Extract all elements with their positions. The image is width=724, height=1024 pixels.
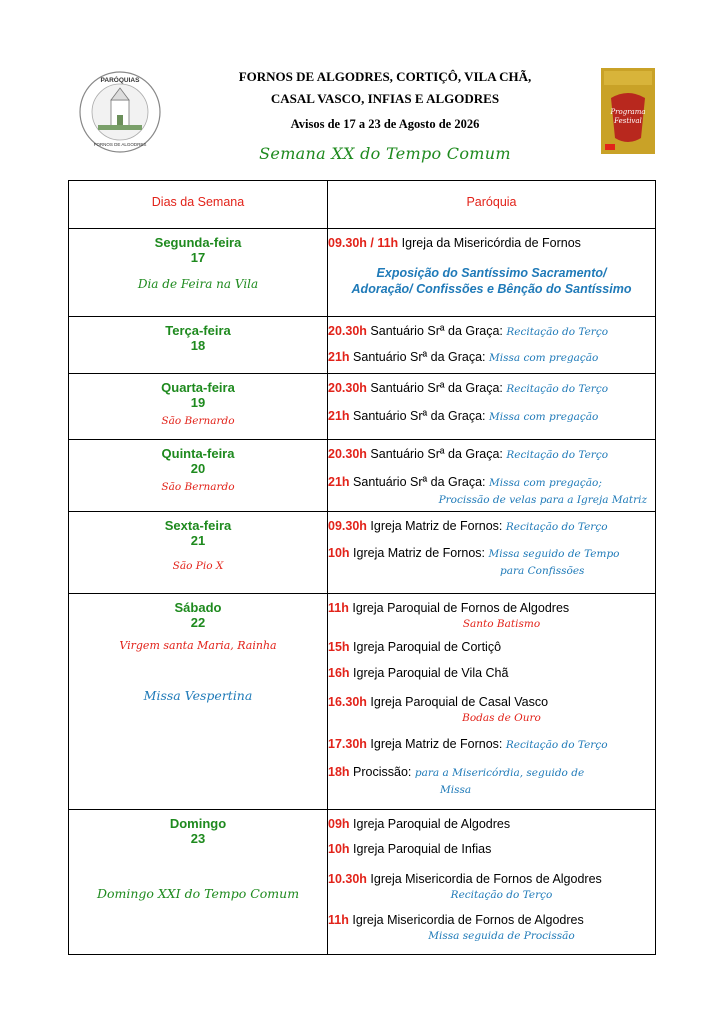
event-place: Santuário Srª da Graça: (353, 409, 486, 423)
day-number: 17 (190, 250, 206, 265)
day-name: Sábado (174, 600, 222, 615)
day-name: Sexta-feira (164, 518, 232, 533)
event-time: 20.30h (328, 447, 367, 461)
event-detail: Recitação do Terço (506, 449, 609, 461)
exposition-line1: Exposição do Santíssimo Sacramento/ (376, 266, 607, 280)
svg-text:FORNOS DE ALGODRES: FORNOS DE ALGODRES (93, 142, 147, 147)
event-time: 18h (328, 765, 350, 779)
event-time: 21h (328, 475, 350, 489)
day-number: 20 (190, 461, 206, 476)
day-cell (69, 594, 328, 810)
day-number: 19 (190, 395, 206, 410)
svg-text:PARÓQUIAS: PARÓQUIAS (100, 77, 140, 84)
day-cell (69, 229, 328, 317)
saint-of-day: São Bernardo (161, 415, 235, 427)
event-place: Procissão: (353, 765, 412, 779)
event-detail: Missa com pregação (489, 352, 599, 364)
day-number: 22 (190, 615, 206, 630)
events-cell (328, 512, 656, 594)
event-place: Igreja Paroquial de Cortiçô (353, 640, 502, 654)
event-detail: Missa seguido de Tempo (488, 548, 620, 560)
event-time: 11h (328, 913, 349, 927)
day-name: Quinta-feira (161, 446, 235, 461)
event-time: 09h (328, 817, 350, 831)
event-place: Igreja Paroquial de Fornos de Algodres (352, 601, 570, 615)
event-place: Santuário Srª da Graça: (370, 324, 503, 338)
event-sub: Missa seguida de Procissão (428, 930, 575, 942)
event-sub: Santo Batismo (462, 618, 541, 630)
notices-date-range: Avisos de 17 a 23 de Agosto de 2026 (290, 117, 480, 131)
event-time: 11h (328, 601, 349, 615)
event-time: 21h (328, 350, 350, 364)
events-cell (328, 594, 656, 810)
event-place: Igreja Misericordia de Fornos de Algodres (352, 913, 584, 927)
event-detail: Missa com pregação; (489, 477, 602, 489)
event-detail-cont: Missa (440, 784, 472, 796)
table-row (69, 512, 656, 594)
event-detail: Recitação do Terço (506, 326, 609, 338)
parish-logo (78, 70, 162, 154)
parishes-title-line2: CASAL VASCO, INFIAS E ALGODRES (270, 91, 500, 106)
table-row (69, 810, 656, 955)
feast-of-day: Virgem santa Maria, Rainha (119, 639, 277, 652)
day-number: 18 (190, 338, 206, 353)
event-time: 16.30h (328, 695, 367, 709)
event-place: Santuário Srª da Graça: (353, 475, 486, 489)
event-place: Igreja Paroquial de Casal Vasco (370, 695, 549, 709)
event-time: 20.30h (328, 381, 367, 395)
table-row (69, 440, 656, 512)
column-header-days: Dias da Semana (69, 181, 328, 229)
event-place: Igreja Misericordia de Fornos de Algodres (370, 872, 602, 886)
festival-program-poster (601, 68, 655, 154)
day-number: 21 (190, 533, 206, 548)
weekly-schedule-table (68, 180, 656, 955)
day-note: Dia de Feira na Vila (137, 277, 259, 291)
table-header-row (69, 181, 656, 229)
day-name: Domingo (169, 816, 227, 831)
liturgical-sunday: Domingo XXI do Tempo Comum (96, 886, 300, 901)
parishes-title-line1: FORNOS DE ALGODRES, CORTIÇÔ, VILA CHÃ, (238, 69, 532, 84)
table-row (69, 317, 656, 374)
day-cell (69, 810, 328, 955)
event-time: 09.30h / 11h (328, 236, 399, 250)
event-place: Igreja Matriz de Fornos: (370, 519, 503, 533)
event-time: 15h (328, 640, 350, 654)
event-place: Igreja Paroquial de Infias (353, 842, 492, 856)
events-cell (328, 374, 656, 440)
event-place: Igreja Matriz de Fornos: (353, 546, 486, 560)
event-place: Igreja Matriz de Fornos: (370, 737, 503, 751)
day-name: Segunda-feira (154, 235, 242, 250)
event-place: Igreja da Misericórdia de Fornos (401, 236, 581, 250)
svg-text:Programa: Programa (610, 108, 646, 116)
document-header (0, 0, 724, 180)
event-place: Santuário Srª da Graça: (370, 447, 503, 461)
event-detail: Recitação do Terço (505, 521, 608, 533)
event-sub: Recitação do Terço (450, 889, 553, 901)
events-cell (328, 810, 656, 955)
table-row (69, 594, 656, 810)
event-time: 20.30h (328, 324, 367, 338)
exposition-line2: Adoração/ Confissões e Bênção do Santíssimo (351, 282, 632, 296)
day-number: 23 (190, 831, 206, 846)
liturgical-week: Semana XX do Tempo Comum (259, 144, 511, 163)
vigil-mass-note: Missa Vespertina (143, 688, 253, 703)
day-cell (69, 374, 328, 440)
event-time: 09.30h (328, 519, 367, 533)
event-detail: Missa com pregação (489, 411, 599, 423)
day-cell (69, 440, 328, 512)
day-cell (69, 317, 328, 374)
day-name: Quarta-feira (161, 380, 235, 395)
events-cell (328, 229, 656, 317)
event-detail-cont: Procissão de velas para a Igreja Matriz (438, 494, 647, 506)
event-detail: Recitação do Terço (505, 739, 608, 751)
saint-of-day: São Bernardo (161, 481, 235, 493)
table-row (69, 374, 656, 440)
event-time: 21h (328, 409, 350, 423)
event-detail-cont: para Confissões (500, 565, 585, 577)
event-detail: Recitação do Terço (506, 383, 609, 395)
event-place: Igreja Paroquial de Vila Chã (353, 666, 509, 680)
event-place: Santuário Srª da Graça: (353, 350, 486, 364)
event-sub: Bodas de Ouro (462, 712, 541, 724)
event-time: 16h (328, 666, 350, 680)
svg-text:Festival: Festival (614, 117, 642, 125)
event-place: Igreja Paroquial de Algodres (353, 817, 511, 831)
events-cell (328, 440, 656, 512)
day-name: Terça-feira (165, 323, 231, 338)
event-time: 10.30h (328, 872, 367, 886)
event-place: Santuário Srª da Graça: (370, 381, 503, 395)
events-cell (328, 317, 656, 374)
event-detail: para a Misericórdia, seguido de (414, 767, 585, 779)
saint-of-day: São Pio X (172, 560, 224, 572)
table-row (69, 229, 656, 317)
event-time: 10h (328, 842, 350, 856)
column-header-parish: Paróquia (328, 181, 656, 229)
day-cell (69, 512, 328, 594)
event-time: 10h (328, 546, 350, 560)
event-time: 17.30h (328, 737, 367, 751)
